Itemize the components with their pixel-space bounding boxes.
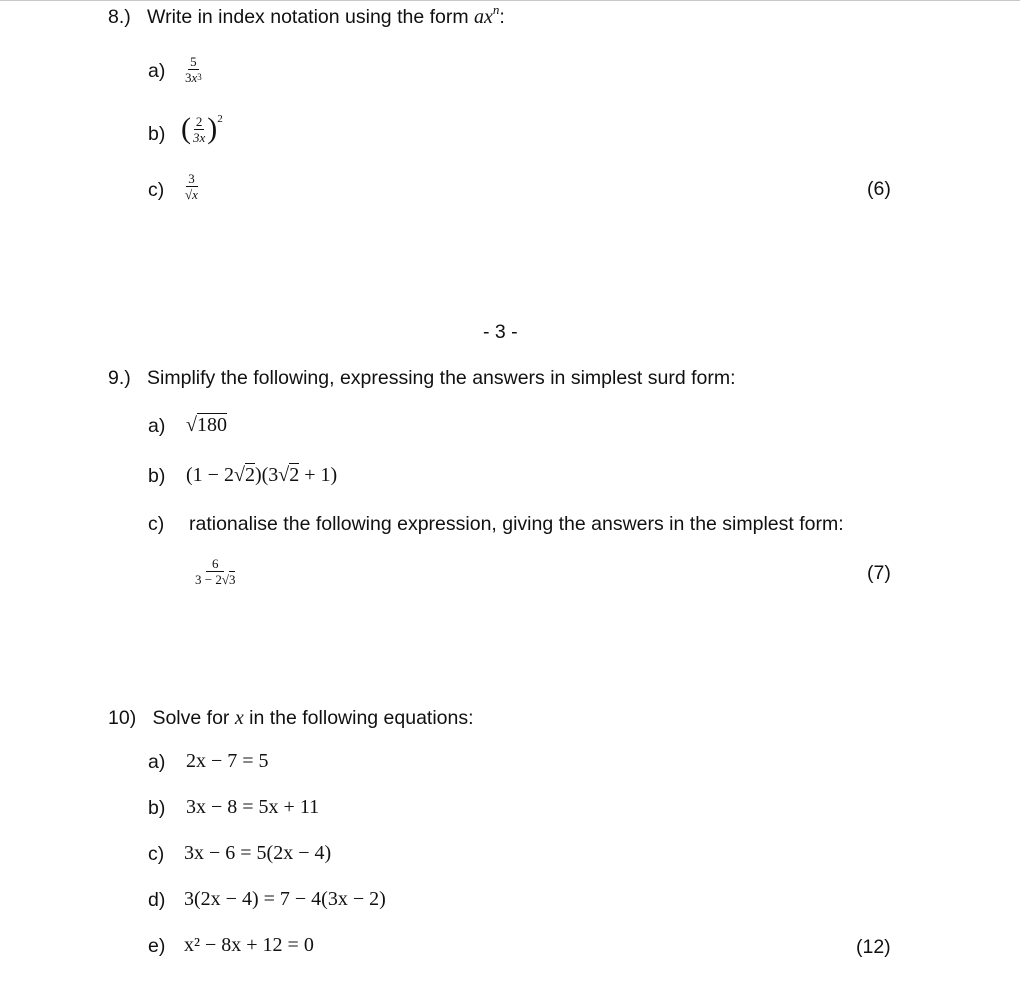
question-8-form-exponent: n xyxy=(492,2,500,17)
q9a-radicand: 180 xyxy=(196,414,227,436)
q9a-root-sign: √ xyxy=(186,414,197,436)
q9b-root1: √ xyxy=(233,464,245,486)
q9c-denominator-radicand: 3 xyxy=(228,572,236,587)
question-8-number: 8.) xyxy=(108,6,131,28)
q8a-denominator-coef: 3 xyxy=(185,70,192,85)
q8b-denominator: 3x xyxy=(193,129,206,145)
q8a-denominator-exp: 3 xyxy=(197,72,202,82)
q9b-part1: (1 − 2 xyxy=(186,464,234,486)
question-8-heading xyxy=(108,2,505,29)
q9-part-b-label: b) xyxy=(148,465,166,487)
q10-part-b-equation: 3x − 8 = 5x + 11 xyxy=(186,796,320,818)
q9b-part3: + 1) xyxy=(299,464,338,486)
q8c-root-sign: √ xyxy=(185,187,193,202)
q8c-numerator: 3 xyxy=(188,171,195,186)
q9c-denominator-root: √ xyxy=(221,572,229,587)
q9c-numerator: 6 xyxy=(206,557,225,572)
q8b-numerator: 2 xyxy=(195,113,203,129)
q10-part-e-equation: x² − 8x + 12 = 0 xyxy=(184,934,314,956)
q9-part-b-expression xyxy=(186,464,337,487)
q9-part-a-expression xyxy=(186,414,227,437)
q8b-close-paren: ) xyxy=(207,112,218,145)
q10-part-c-equation: 3x − 6 = 5(2x − 4) xyxy=(184,842,332,864)
question-8-form-base: ax xyxy=(474,6,493,28)
q9b-radicand2: 2 xyxy=(289,464,300,486)
question-9-prompt: Simplify the following, expressing the answers in simplest surd form: xyxy=(147,367,736,389)
q9b-radicand1: 2 xyxy=(244,464,255,486)
question-10-number: 10) xyxy=(108,707,137,729)
q8-part-b-expression xyxy=(181,114,223,144)
q10-part-b-label: b) xyxy=(148,797,166,819)
q9b-part2: )(3 xyxy=(254,464,279,486)
q8-part-a-fraction xyxy=(183,55,204,84)
q10-part-d-label: d) xyxy=(148,889,166,911)
question-9-marks: (7) xyxy=(867,562,891,584)
q10-part-d-equation: 3(2x − 4) = 7 − 4(3x − 2) xyxy=(184,888,386,910)
q10-part-c-label: c) xyxy=(148,843,165,865)
page-top-rule xyxy=(0,0,1020,1)
question-10-prompt-post: in the following equations: xyxy=(249,707,474,729)
q10-part-e-label: e) xyxy=(148,935,166,957)
question-10-marks: (12) xyxy=(856,936,891,958)
q10-part-a-label: a) xyxy=(148,751,166,773)
question-10-prompt-pre: Solve for xyxy=(152,707,230,729)
q10-part-a-equation: 2x − 7 = 5 xyxy=(186,750,269,772)
question-8-form-colon: : xyxy=(499,6,505,28)
question-8-marks: (6) xyxy=(867,178,891,200)
q8b-open-paren: ( xyxy=(181,112,191,145)
question-10-heading xyxy=(108,707,474,730)
q9-part-c-text: rationalise the following expression, giving the answers in the simplest form: xyxy=(189,513,844,535)
q9-part-a-label: a) xyxy=(148,415,166,437)
q8b-exponent: 2 xyxy=(217,113,223,125)
q8-part-c-fraction xyxy=(183,172,200,201)
q8a-numerator: 5 xyxy=(190,54,197,69)
question-8-prompt: Write in index notation using the form xyxy=(147,6,469,28)
q8-part-a-label: a) xyxy=(148,60,166,82)
question-9-heading xyxy=(108,367,736,390)
q9c-denominator-pre: 3 − 2 xyxy=(195,572,222,587)
question-9-number: 9.) xyxy=(108,367,131,389)
q9b-root2: √ xyxy=(278,464,290,486)
q8a-denominator-var: x xyxy=(191,70,198,85)
q8-part-b-label: b) xyxy=(148,123,166,145)
page-number: - 3 - xyxy=(483,321,518,343)
q8c-radicand: x xyxy=(192,187,198,202)
q8-part-c-label: c) xyxy=(148,179,165,201)
question-10-prompt-var: x xyxy=(234,707,244,729)
q9-part-c-fraction xyxy=(193,557,237,586)
q9-part-c-label: c) xyxy=(148,513,165,535)
